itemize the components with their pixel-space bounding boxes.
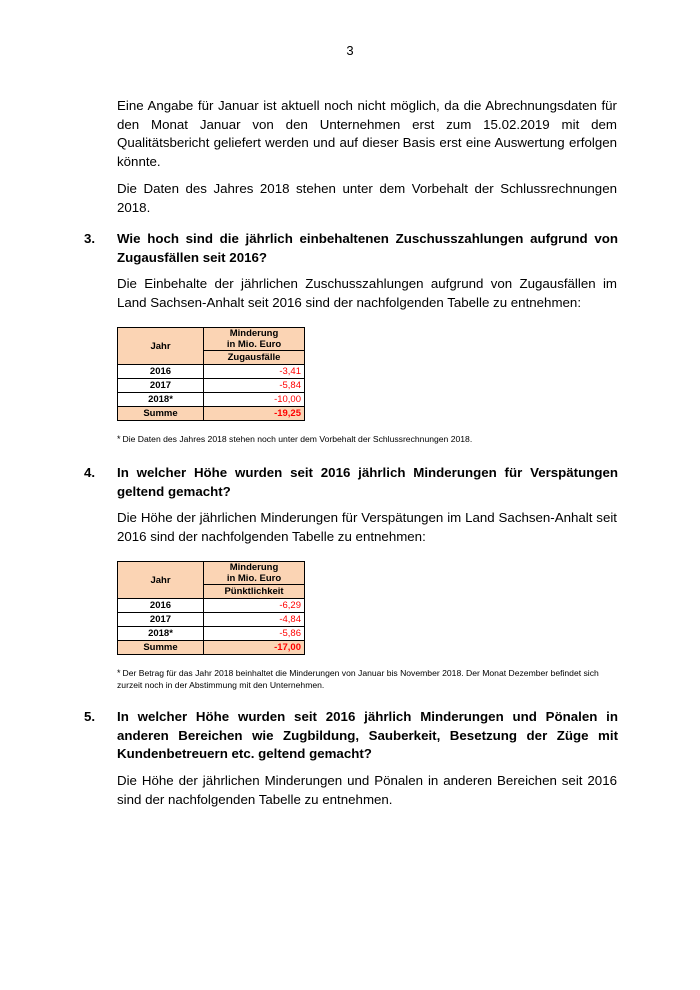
- question-number: 5.: [84, 709, 96, 724]
- table-row: 2017 -4,84: [118, 613, 305, 627]
- footnote-table-4: * Der Betrag für das Jahr 2018 beinhaltet die Minderungen von Januar bis November 2018. Der Monat Dezember befindet sich zurzeit noch in der Abstimmung mit den Unternehmen.: [117, 668, 599, 690]
- answer-3: Die Einbehalte der jährlichen Zuschusszahlungen aufgrund von Zugausfällen im Land Sachsen-Anhalt seit 2016 sind der nachfolgenden Tabelle zu entnehmen:: [117, 276, 617, 310]
- question-3: [84, 230, 618, 267]
- header-minderung: Minderung in Mio. Euro: [204, 562, 305, 585]
- table-sum-row: Summe -17,00: [118, 641, 305, 655]
- header-zugausfaelle: Zugausfälle: [204, 351, 305, 365]
- table-row: 2016 -3,41: [118, 365, 305, 379]
- header-jahr: Jahr: [118, 328, 204, 365]
- table-zugausfaelle: [117, 327, 305, 421]
- question-number: 3.: [84, 231, 96, 246]
- question-4: [84, 464, 618, 501]
- table-puenktlichkeit: [117, 561, 305, 655]
- table-row: 2017 -5,84: [118, 379, 305, 393]
- footnote-table-3: * Die Daten des Jahres 2018 stehen noch unter dem Vorbehalt der Schlussrechnungen 2018.: [117, 434, 473, 444]
- question-5: [84, 708, 618, 764]
- question-text: In welcher Höhe wurden seit 2016 jährlich Minderungen und Pönalen in anderen Bereichen wie Zugbildung, Sauberkeit, Besetzung der Züge mit Kundenbetreuern etc. geltend gemacht?: [117, 709, 618, 761]
- question-number: 4.: [84, 465, 96, 480]
- table-row: 2018* -10,00: [118, 393, 305, 407]
- header-minderung: Minderung in Mio. Euro: [204, 328, 305, 351]
- question-text: Wie hoch sind die jährlich einbehaltenen Zuschusszahlungen aufgrund von Zugausfällen seit 2016?: [117, 231, 618, 265]
- table-row: 2018* -5,86: [118, 627, 305, 641]
- question-text: In welcher Höhe wurden seit 2016 jährlich Minderungen für Verspätungen geltend gemacht?: [117, 465, 618, 499]
- table-row: 2016 -6,29: [118, 599, 305, 613]
- answer-5: Die Höhe der jährlichen Minderungen und Pönalen in anderen Bereichen seit 2016 sind der nachfolgenden Tabelle zu entnehmen.: [117, 773, 617, 807]
- header-jahr: Jahr: [118, 562, 204, 599]
- header-puenktlichkeit: Pünktlichkeit: [204, 585, 305, 599]
- answer-4: Die Höhe der jährlichen Minderungen für Verspätungen im Land Sachsen-Anhalt seit 2016 sind der nachfolgenden Tabelle zu entnehmen:: [117, 510, 617, 544]
- paragraph-january-note: Eine Angabe für Januar ist aktuell noch nicht möglich, da die Abrechnungsdaten für den Monat Januar von den Unternehmen erst zum 15.02.2019 mit dem Qualitätsbericht geliefert werden und auf dieser Basis erst eine Auswertung erfolgen könnte.: [117, 98, 617, 169]
- table-sum-row: Summe -19,25: [118, 407, 305, 421]
- page-number: 3: [346, 43, 354, 58]
- paragraph-2018-reservation: Die Daten des Jahres 2018 stehen unter dem Vorbehalt der Schlussrechnungen 2018.: [117, 181, 617, 215]
